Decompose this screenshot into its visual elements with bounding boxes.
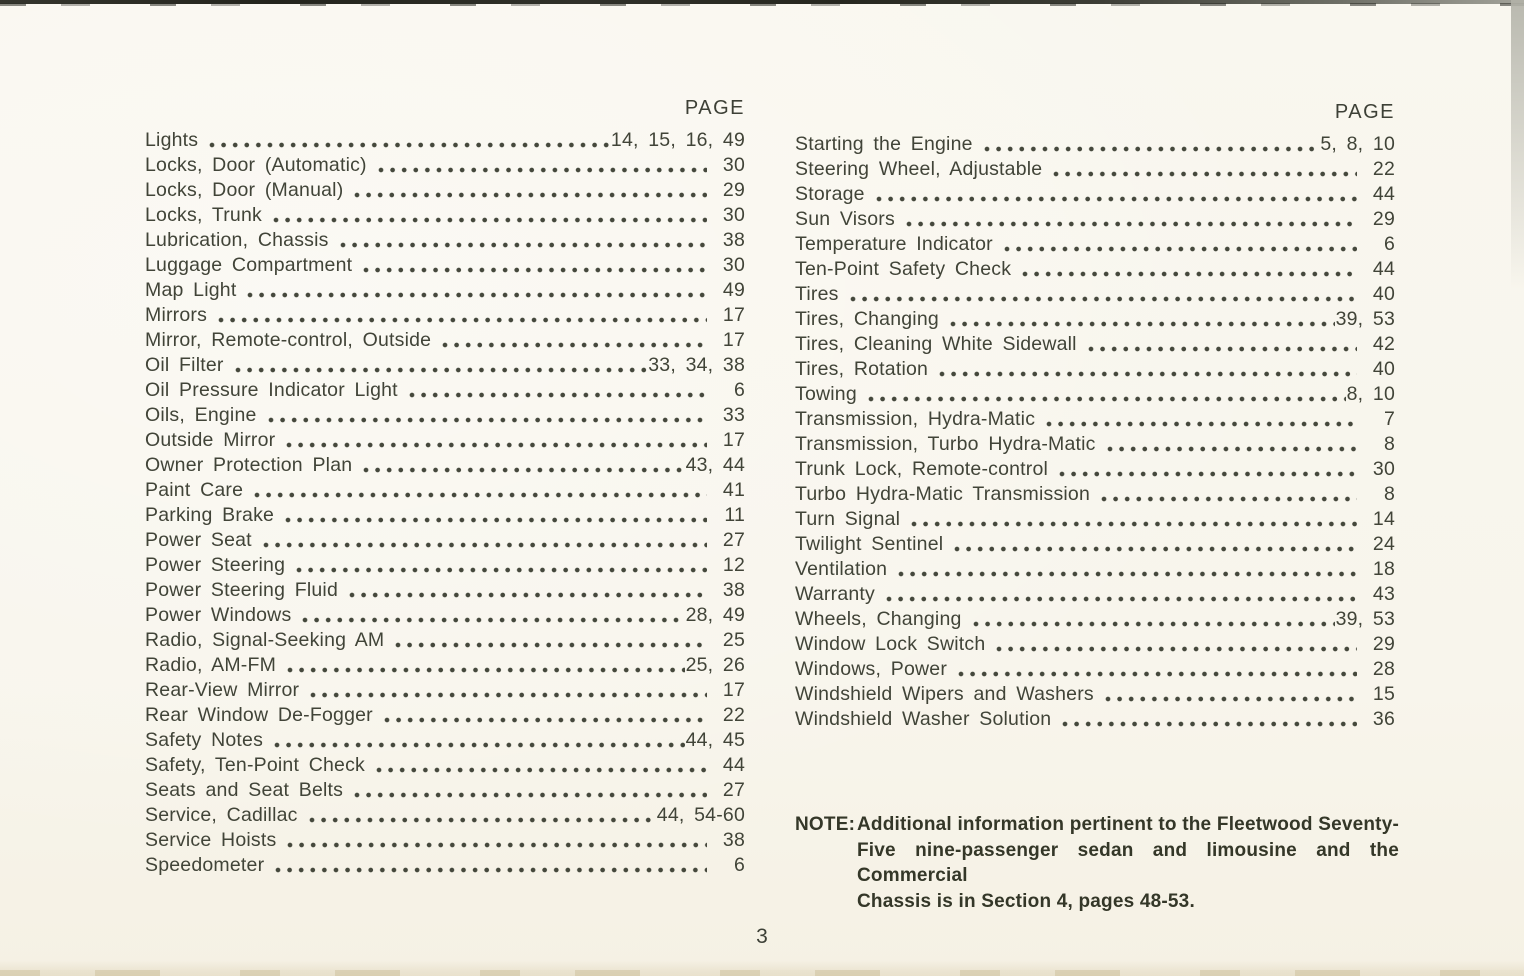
entry-pages: 44, 45: [685, 729, 745, 751]
dot-leader: [252, 478, 707, 503]
entry-pages: 8: [1383, 483, 1395, 505]
index-row: [145, 553, 745, 578]
dot-leader: [266, 403, 707, 428]
entry-title: Parking Brake: [145, 504, 275, 526]
index-row: [795, 632, 1395, 657]
index-row: [145, 328, 745, 353]
dot-leader: [207, 128, 610, 153]
dot-leader: [1103, 682, 1357, 707]
index-entries-right: [795, 132, 1395, 732]
dot-leader: [273, 853, 707, 878]
entry-pages: 17: [722, 679, 745, 701]
entry-title: Windows, Power: [795, 658, 948, 680]
entry-pages: 44: [722, 754, 745, 776]
entry-pages: 7: [1383, 408, 1395, 430]
dot-leader: [1002, 232, 1357, 257]
scan-bottom-mottle: [0, 970, 1524, 976]
entry-title: Locks, Door (Automatic): [145, 154, 367, 176]
entry-title: Windshield Washer Solution: [795, 708, 1052, 730]
index-row: [795, 207, 1395, 232]
index-row: [145, 603, 745, 628]
index-row: [145, 728, 745, 753]
entry-pages: 43: [1372, 583, 1395, 605]
index-row: [795, 482, 1395, 507]
dot-leader: [1086, 332, 1357, 357]
note-label: NOTE:: [795, 814, 856, 835]
dot-leader: [909, 507, 1357, 532]
dot-leader: [284, 428, 707, 453]
dot-leader: [1105, 432, 1357, 457]
entry-pages: 24: [1372, 533, 1395, 555]
entry-title: Towing: [795, 383, 857, 405]
entry-title: Radio, Signal-Seeking AM: [145, 629, 385, 651]
dot-leader: [352, 778, 707, 803]
entry-pages: 8, 10: [1346, 383, 1395, 405]
entry-pages: 17: [722, 329, 745, 351]
index-row: [145, 353, 745, 378]
index-row: [145, 253, 745, 278]
index-row: [145, 678, 745, 703]
entry-pages: 28: [1372, 658, 1395, 680]
note-line: Additional information pertinent to the Fleetwood Seventy-: [857, 814, 1399, 835]
index-column-left: [145, 96, 745, 878]
scan-top-edge-fray: [0, 3, 1524, 6]
entry-pages: 22: [722, 704, 745, 726]
entry-title: Radio, AM-FM: [145, 654, 277, 676]
index-row: [795, 682, 1395, 707]
entry-pages: 36: [1372, 708, 1395, 730]
page-column-header-left: PAGE: [684, 97, 745, 119]
entry-title: Power Steering: [145, 554, 286, 576]
entry-title: Rear-View Mirror: [145, 679, 300, 701]
entry-pages: 49: [722, 279, 745, 301]
entry-pages: 30: [722, 154, 745, 176]
entry-pages: 38: [722, 229, 745, 251]
index-row: [795, 307, 1395, 332]
entry-title: Storage: [795, 183, 865, 205]
entry-pages: 5, 8, 10: [1320, 133, 1395, 155]
dot-leader: [937, 357, 1357, 382]
entry-title: Service Hoists: [145, 829, 277, 851]
entry-pages: 28, 49: [685, 604, 745, 626]
entry-pages: 40: [1372, 358, 1395, 380]
entry-pages: 27: [722, 779, 745, 801]
dot-leader: [285, 653, 685, 678]
entry-title: Ten-Point Safety Check: [795, 258, 1012, 280]
index-row: [795, 507, 1395, 532]
index-row: [145, 803, 745, 828]
entry-pages: 29: [1372, 633, 1395, 655]
entry-pages: 39, 53: [1335, 308, 1395, 330]
index-row: [145, 703, 745, 728]
entry-pages: 15: [1372, 683, 1395, 705]
dot-leader: [952, 532, 1357, 557]
entry-pages: 44: [1372, 183, 1395, 205]
entry-pages: 6: [1383, 233, 1395, 255]
entry-title: Window Lock Switch: [795, 633, 986, 655]
entry-title: Sun Visors: [795, 208, 895, 230]
index-row: [145, 628, 745, 653]
entry-title: Wheels, Changing: [795, 608, 962, 630]
dot-leader: [848, 282, 1357, 307]
entry-pages: 33: [722, 404, 745, 426]
dot-leader: [904, 207, 1357, 232]
dot-leader: [294, 553, 707, 578]
index-entries-left: [145, 128, 745, 878]
entry-title: Warranty: [795, 583, 875, 605]
index-row: [145, 528, 745, 553]
entry-pages: 6: [733, 854, 745, 876]
dot-leader: [261, 528, 707, 553]
index-row: [795, 557, 1395, 582]
note-line: Chassis is in Section 4, pages 48-53.: [857, 890, 1195, 912]
index-row: [145, 178, 745, 203]
dot-leader: [956, 657, 1357, 682]
index-row: [145, 378, 745, 403]
entry-title: Turn Signal: [795, 508, 901, 530]
entry-title: Owner Protection Plan: [145, 454, 353, 476]
entry-pages: 40: [1372, 283, 1395, 305]
entry-title: Locks, Door (Manual): [145, 179, 344, 201]
index-row: [795, 357, 1395, 382]
entry-pages: 33, 34, 38: [648, 354, 745, 376]
entry-pages: 14, 15, 16, 49: [610, 129, 745, 151]
entry-pages: 30: [722, 204, 745, 226]
entry-title: Luggage Compartment: [145, 254, 353, 276]
entry-pages: 22: [1372, 158, 1395, 180]
index-row: [145, 578, 745, 603]
entry-pages: 25, 26: [685, 654, 745, 676]
entry-title: Temperature Indicator: [795, 233, 993, 255]
entry-pages: 38: [722, 579, 745, 601]
dot-leader: [1060, 707, 1357, 732]
index-row: [145, 828, 745, 853]
entry-pages: 17: [722, 429, 745, 451]
dot-leader: [1020, 257, 1357, 282]
dot-leader: [374, 753, 707, 778]
index-row: [795, 232, 1395, 257]
note-block: [795, 812, 1399, 914]
entry-title: Oil Filter: [145, 354, 224, 376]
entry-title: Outside Mirror: [145, 429, 276, 451]
entry-pages: 39, 53: [1335, 608, 1395, 630]
entry-pages: 44: [1372, 258, 1395, 280]
entry-title: Locks, Trunk: [145, 204, 262, 226]
entry-title: Power Seat: [145, 529, 252, 551]
entry-pages: 18: [1372, 558, 1395, 580]
dot-leader: [308, 678, 707, 703]
dot-leader: [884, 582, 1357, 607]
index-row: [795, 707, 1395, 732]
entry-title: Oil Pressure Indicator Light: [145, 379, 398, 401]
entry-pages: 42: [1372, 333, 1395, 355]
index-row: [145, 303, 745, 328]
index-row: [145, 653, 745, 678]
entry-title: Speedometer: [145, 854, 265, 876]
dot-leader: [1051, 157, 1357, 182]
dot-leader: [896, 557, 1357, 582]
entry-title: Transmission, Turbo Hydra-Matic: [795, 433, 1096, 455]
index-row: [795, 282, 1395, 307]
page-column-header-right: PAGE: [1334, 101, 1395, 123]
entry-pages: 25: [722, 629, 745, 651]
index-row: [795, 157, 1395, 182]
dot-leader: [382, 703, 707, 728]
entry-title: Tires: [795, 283, 839, 305]
index-row: [795, 132, 1395, 157]
dot-leader: [272, 728, 685, 753]
entry-pages: 29: [722, 179, 745, 201]
index-row: [795, 407, 1395, 432]
dot-leader: [347, 578, 707, 603]
index-row: [145, 428, 745, 453]
entry-title: Safety, Ten-Point Check: [145, 754, 365, 776]
index-row: [145, 753, 745, 778]
index-row: [795, 657, 1395, 682]
entry-title: Mirrors: [145, 304, 208, 326]
entry-pages: 8: [1383, 433, 1395, 455]
dot-leader: [376, 153, 707, 178]
index-row: [795, 582, 1395, 607]
index-row: [145, 403, 745, 428]
entry-pages: 30: [722, 254, 745, 276]
entry-pages: 43, 44: [685, 454, 745, 476]
index-row: [145, 153, 745, 178]
entry-title: Safety Notes: [145, 729, 264, 751]
dot-leader: [307, 803, 656, 828]
entry-title: Trunk Lock, Remote-control: [795, 458, 1049, 480]
dot-leader: [874, 182, 1357, 207]
index-column-right: [795, 100, 1395, 732]
note-line: Five nine-passenger sedan and limousine and the Commercial: [857, 839, 1399, 886]
index-row: [795, 532, 1395, 557]
index-row: [795, 257, 1395, 282]
index-row: [145, 203, 745, 228]
dot-leader: [393, 628, 707, 653]
entry-title: Tires, Changing: [795, 308, 939, 330]
entry-title: Ventilation: [795, 558, 888, 580]
index-row: [795, 382, 1395, 407]
note-lines: [857, 812, 1399, 914]
index-row: [145, 228, 745, 253]
entry-title: Mirror, Remote-control, Outside: [145, 329, 432, 351]
entry-pages: 41: [722, 479, 745, 501]
index-row: [795, 607, 1395, 632]
entry-title: Tires, Rotation: [795, 358, 929, 380]
dot-leader: [300, 603, 684, 628]
entry-pages: 17: [722, 304, 745, 326]
index-row: [145, 853, 745, 878]
dot-leader: [407, 378, 707, 403]
dot-leader: [216, 303, 707, 328]
dot-leader: [361, 253, 707, 278]
dot-leader: [1044, 407, 1357, 432]
entry-title: Turbo Hydra-Matic Transmission: [795, 483, 1091, 505]
entry-title: Map Light: [145, 279, 237, 301]
entry-title: Power Windows: [145, 604, 292, 626]
dot-leader: [948, 307, 1335, 332]
entry-title: Lights: [145, 129, 199, 151]
entry-title: Oils, Engine: [145, 404, 257, 426]
index-row: [145, 128, 745, 153]
index-row: [145, 778, 745, 803]
entry-title: Starting the Engine: [795, 133, 973, 155]
dot-leader: [440, 328, 707, 353]
entry-pages: 14: [1372, 508, 1395, 530]
index-row: [145, 278, 745, 303]
entry-pages: 6: [733, 379, 745, 401]
page-number: 3: [756, 925, 768, 948]
entry-title: Seats and Seat Belts: [145, 779, 344, 801]
entry-title: Twilight Sentinel: [795, 533, 944, 555]
entry-title: Power Steering Fluid: [145, 579, 339, 601]
index-row: [795, 432, 1395, 457]
index-row: [795, 332, 1395, 357]
entry-title: Service, Cadillac: [145, 804, 298, 826]
index-row: [795, 457, 1395, 482]
entry-title: Windshield Wipers and Washers: [795, 683, 1094, 705]
entry-title: Tires, Cleaning White Sidewall: [795, 333, 1077, 355]
dot-leader: [233, 353, 648, 378]
entry-pages: 29: [1372, 208, 1395, 230]
entry-pages: 11: [724, 504, 745, 526]
scan-right-corner-shade: [1511, 0, 1524, 290]
entry-pages: 44, 54-60: [656, 804, 745, 826]
index-row: [145, 503, 745, 528]
entry-pages: 30: [1372, 458, 1395, 480]
index-row: [145, 453, 745, 478]
entry-title: Steering Wheel, Adjustable: [795, 158, 1043, 180]
dot-leader: [994, 632, 1357, 657]
dot-leader: [1057, 457, 1357, 482]
entry-pages: 27: [722, 529, 745, 551]
dot-leader: [338, 228, 707, 253]
entry-title: Transmission, Hydra-Matic: [795, 408, 1036, 430]
entry-title: Lubrication, Chassis: [145, 229, 329, 251]
entry-title: Rear Window De-Fogger: [145, 704, 373, 726]
dot-leader: [361, 453, 684, 478]
index-row: [145, 478, 745, 503]
entry-title: Paint Care: [145, 479, 244, 501]
dot-leader: [982, 132, 1320, 157]
entry-pages: 12: [722, 554, 745, 576]
index-row: [795, 182, 1395, 207]
dot-leader: [271, 203, 707, 228]
dot-leader: [285, 828, 707, 853]
dot-leader: [245, 278, 707, 303]
dot-leader: [283, 503, 707, 528]
dot-leader: [1099, 482, 1357, 507]
dot-leader: [866, 382, 1346, 407]
dot-leader: [352, 178, 707, 203]
dot-leader: [971, 607, 1335, 632]
entry-pages: 38: [722, 829, 745, 851]
